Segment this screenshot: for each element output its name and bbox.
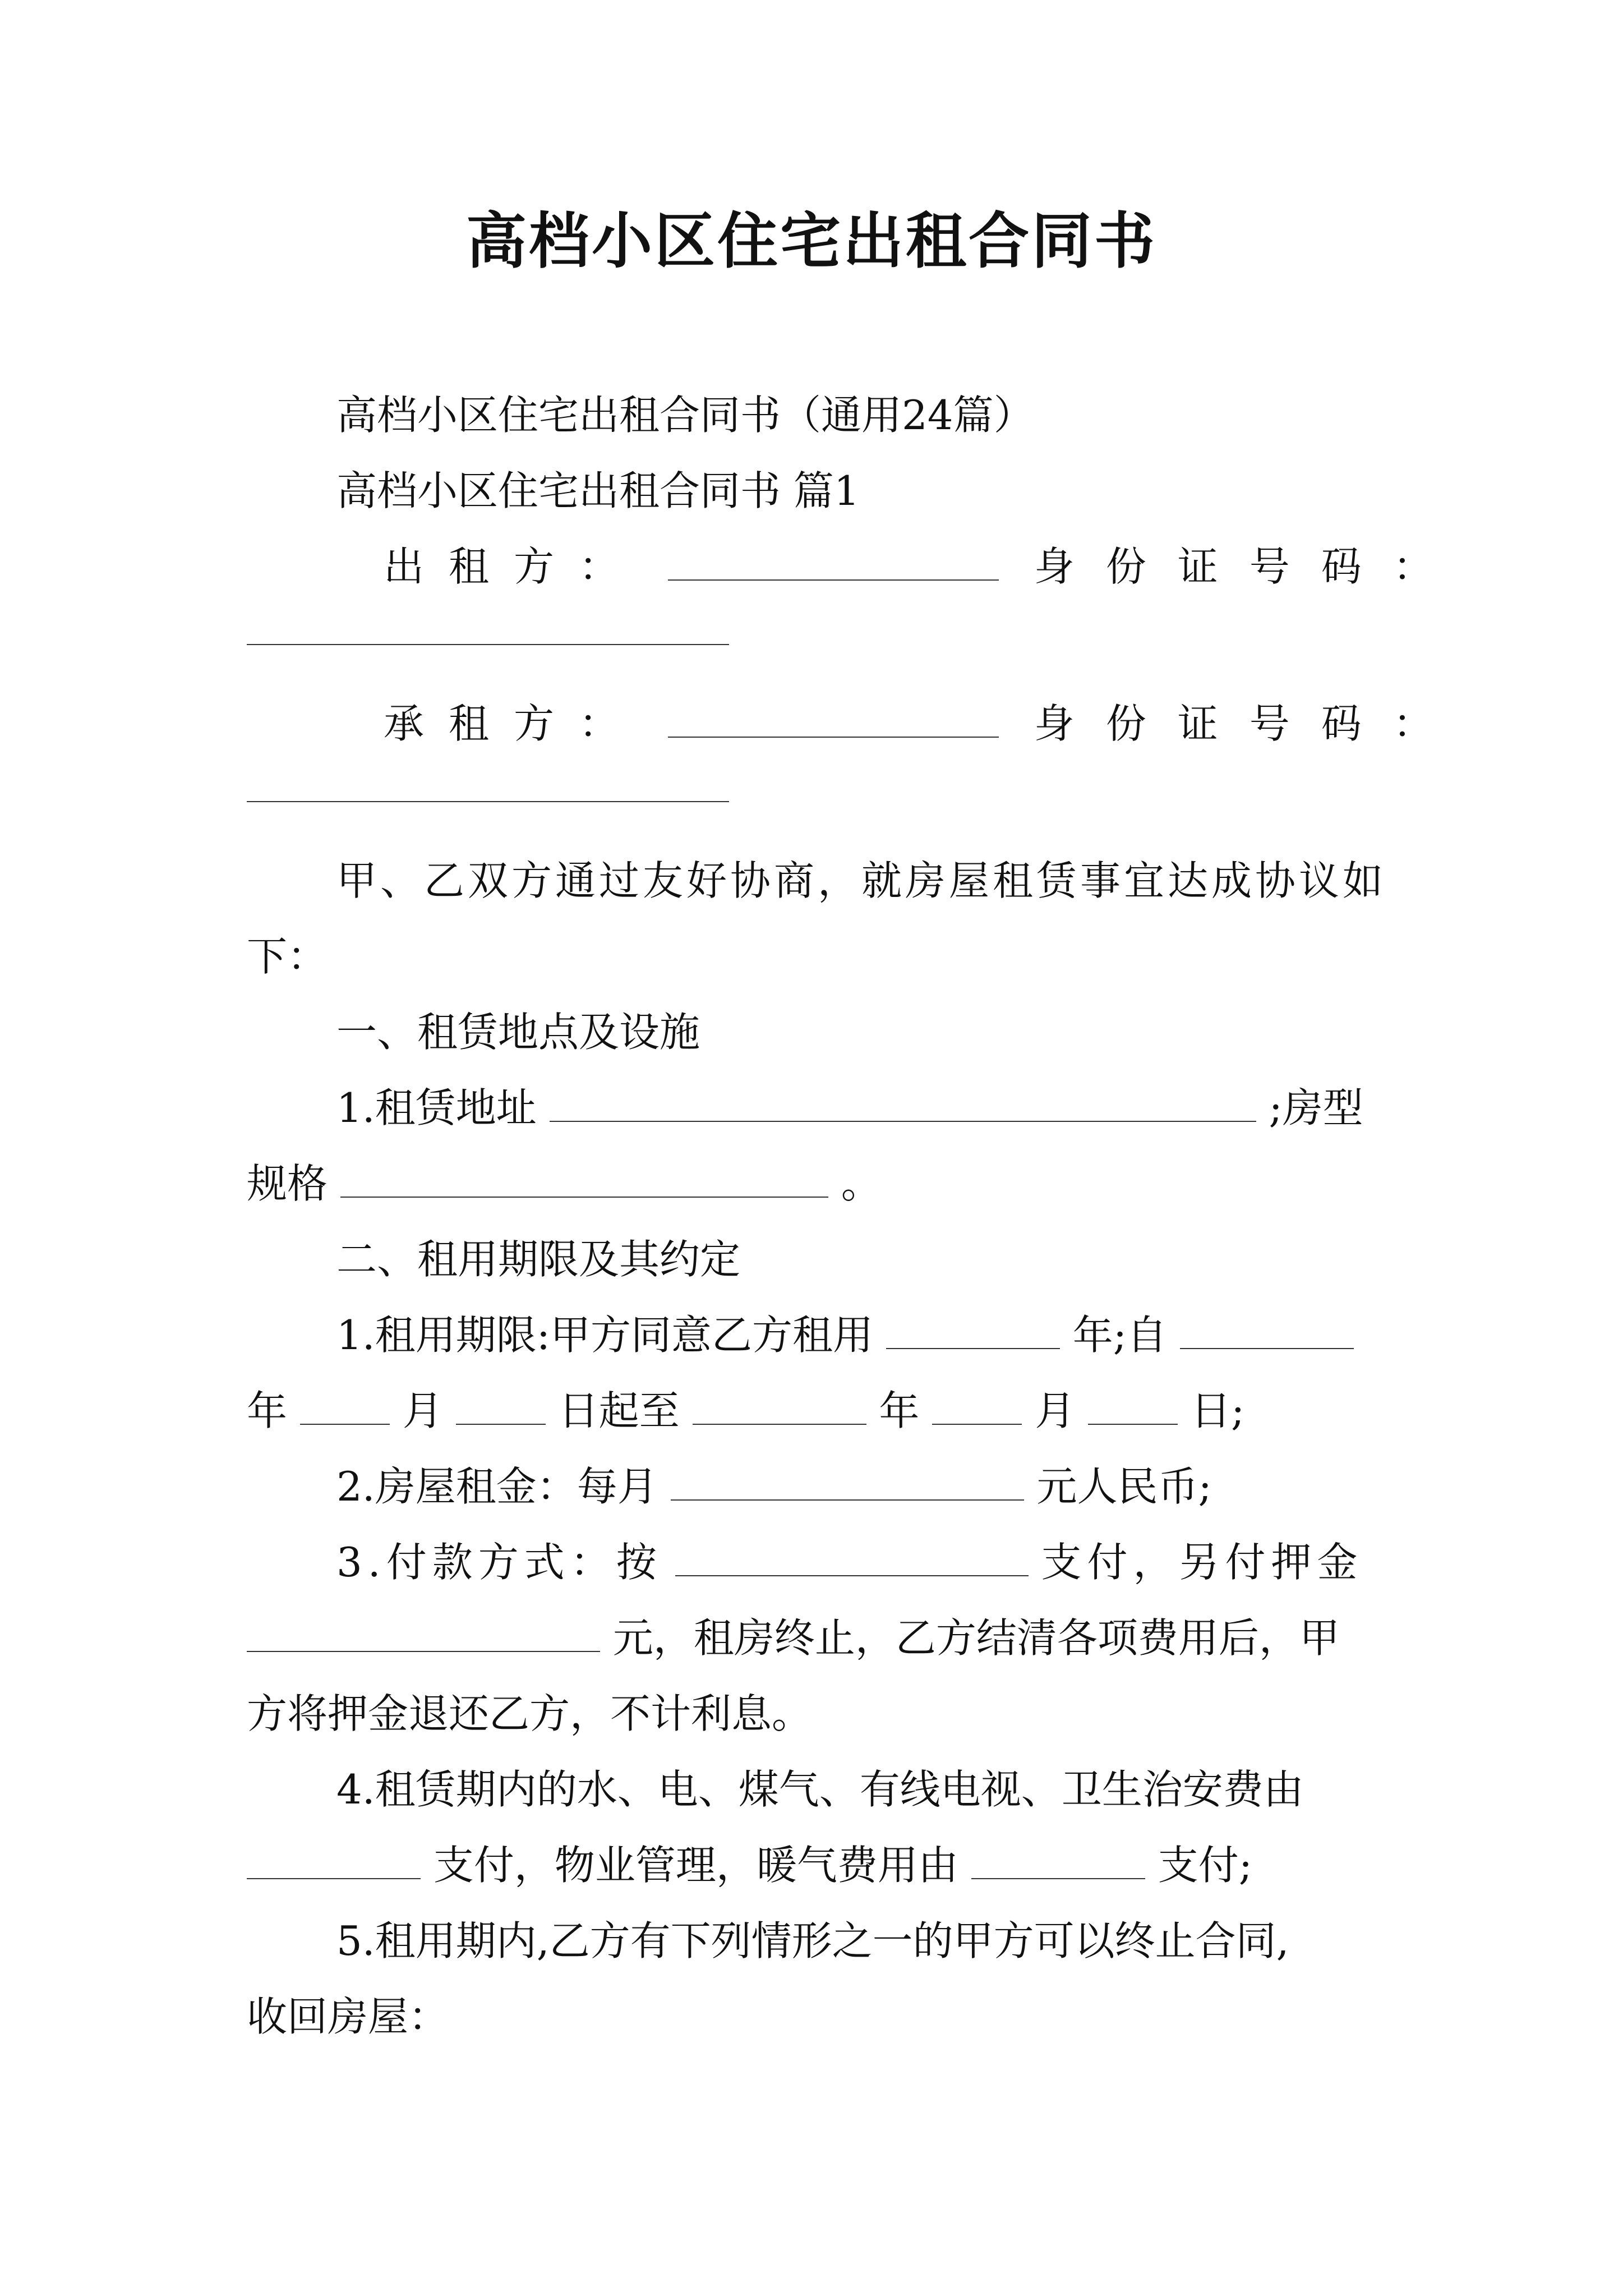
part1-heading: 一、租赁地点及设施 bbox=[336, 1009, 700, 1056]
item-2-4-row2 bbox=[247, 1837, 1391, 1893]
item-2-1-end-day: 日; bbox=[1190, 1387, 1245, 1434]
item-2-1-label: 1.租用期限:甲方同意乙方租用 bbox=[336, 1312, 873, 1359]
lease-years-blank bbox=[886, 1310, 1060, 1349]
item-2-1-year: 年 bbox=[247, 1387, 288, 1434]
item-2-3-row3: 方将押金退还乙方，不计利息。 bbox=[247, 1690, 813, 1737]
start-day-blank bbox=[456, 1386, 546, 1425]
item-2-1-month: 月 bbox=[402, 1387, 443, 1434]
lessor-name-blank bbox=[668, 541, 999, 581]
item-1-1-row2 bbox=[247, 1156, 1391, 1212]
item-1-1-end: 。 bbox=[841, 1160, 882, 1207]
item-1-1-row1 bbox=[336, 1080, 1391, 1136]
item-2-1-year-from: 年;自 bbox=[1072, 1312, 1168, 1359]
item-1-1-room-type: ;房型 bbox=[1269, 1084, 1363, 1131]
item-2-3-row2 bbox=[247, 1610, 1391, 1666]
lessor-id-label: 身份证号码： bbox=[1034, 543, 1465, 590]
item-2-2-row bbox=[336, 1458, 1481, 1515]
document-title: 高档小区住宅出租合同书 bbox=[465, 206, 1157, 277]
utilities-payer-blank bbox=[247, 1840, 421, 1879]
item-2-4-mid: 支付，物业管理，暖气费用由 bbox=[433, 1842, 958, 1889]
document-subtitle: 高档小区住宅出租合同书（通用24篇） bbox=[336, 392, 1034, 439]
lessor-label: 出租方： bbox=[384, 543, 644, 590]
room-spec-blank bbox=[340, 1158, 828, 1198]
item-2-5-row1: 5.租用期内,乙方有下列情形之一的甲方可以终止合同, bbox=[336, 1917, 1289, 1964]
lessor-row bbox=[336, 539, 1465, 595]
item-2-1-row1 bbox=[336, 1307, 1391, 1363]
lessee-row bbox=[336, 696, 1465, 752]
lessee-name-blank bbox=[668, 698, 999, 738]
item-2-1-end-month: 月 bbox=[1035, 1387, 1076, 1434]
item-2-3-deposit-text: 元，租房终止，乙方结清各项费用后，甲 bbox=[612, 1614, 1340, 1662]
item-1-1-label: 1.租赁地址 bbox=[336, 1084, 537, 1131]
section-heading: 高档小区住宅出租合同书 篇1 bbox=[336, 467, 860, 514]
end-month-blank bbox=[932, 1386, 1022, 1425]
item-2-3-deposit: 支付，另付押金 bbox=[1041, 1539, 1363, 1586]
item-2-4-end: 支付; bbox=[1158, 1842, 1252, 1889]
end-day-blank bbox=[1088, 1386, 1178, 1425]
item-1-1-spec-label: 规格 bbox=[247, 1160, 328, 1207]
intro-line-1: 甲、乙双方通过友好协商，就房屋租赁事宜达成协议如 bbox=[336, 857, 1387, 904]
item-2-1-day-to: 日起至 bbox=[558, 1387, 680, 1434]
start-year-blank-a bbox=[1180, 1310, 1354, 1349]
lessee-id-row bbox=[247, 760, 1391, 816]
item-2-1-row2 bbox=[247, 1383, 1391, 1439]
intro-line-2: 下： bbox=[247, 933, 328, 980]
item-2-2-label: 2.房屋租金：每月 bbox=[336, 1463, 658, 1510]
end-year-blank bbox=[693, 1386, 866, 1425]
item-2-1-end-year: 年 bbox=[879, 1387, 920, 1434]
deposit-amount-blank bbox=[247, 1613, 600, 1652]
item-2-4-row1: 4.租赁期内的水、电、煤气、有线电视、卫生治安费由 bbox=[336, 1766, 1304, 1813]
payment-method-blank bbox=[675, 1537, 1029, 1576]
item-2-2-unit: 元人民币; bbox=[1036, 1463, 1212, 1510]
lessee-label: 承租方： bbox=[384, 700, 644, 747]
part2-heading: 二、租用期限及其约定 bbox=[336, 1236, 741, 1283]
monthly-rent-blank bbox=[671, 1461, 1024, 1501]
lessor-id-blank bbox=[247, 606, 729, 645]
start-month-blank bbox=[300, 1386, 390, 1425]
lessee-id-label: 身份证号码： bbox=[1034, 700, 1465, 747]
property-fee-payer-blank bbox=[971, 1840, 1145, 1879]
rental-address-blank bbox=[550, 1083, 1256, 1122]
item-2-3-label: 3.付款方式：按 bbox=[336, 1539, 662, 1586]
lessor-id-row bbox=[247, 603, 1391, 659]
item-2-5-row2: 收回房屋： bbox=[247, 1993, 449, 2040]
lessee-id-blank bbox=[247, 763, 729, 802]
item-2-3-row1 bbox=[336, 1534, 1391, 1590]
